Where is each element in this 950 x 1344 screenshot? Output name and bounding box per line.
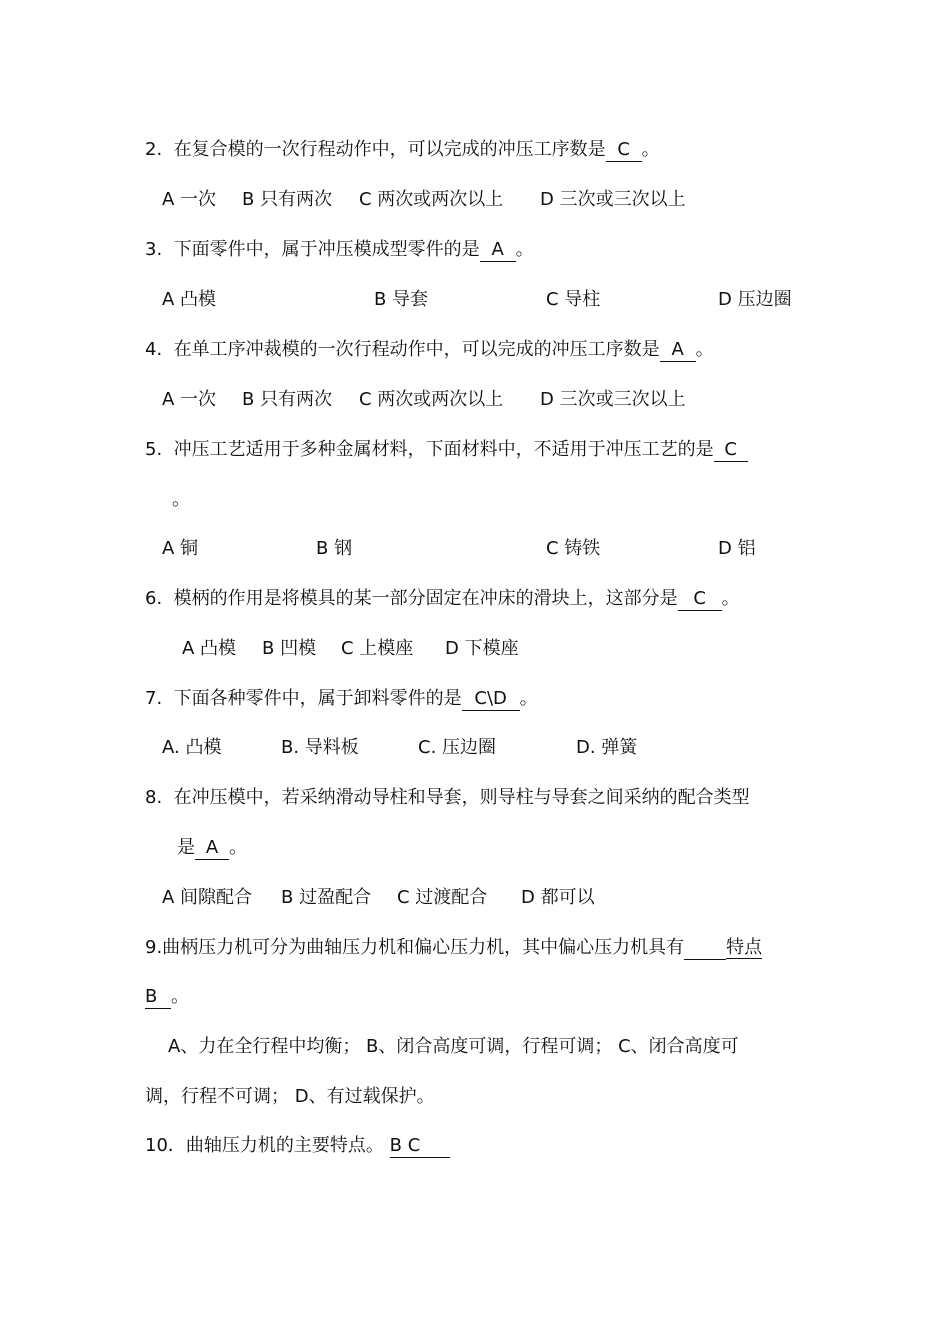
question-number: 3. — [145, 239, 163, 260]
question-text: 9.曲柄压力机可分为曲轴压力机和偏心压力机，其中偏心压力机具有 — [145, 937, 685, 958]
option: C 导柱 — [546, 289, 601, 310]
question-end: 。 — [721, 588, 740, 609]
answer-blank: C\D — [462, 688, 520, 711]
option: C 过渡配合 — [397, 887, 488, 908]
option: A 铜 — [162, 538, 199, 559]
question-8 — [145, 786, 750, 810]
question-9-cont — [145, 985, 189, 1009]
question-4 — [145, 338, 714, 362]
option: A 间隙配合 — [162, 887, 253, 908]
option: B 凹模 — [262, 638, 317, 659]
option: B 只有两次 — [242, 389, 333, 410]
question-9 — [145, 936, 762, 960]
option: B 过盈配合 — [281, 887, 372, 908]
option: D 三次或三次以上 — [540, 389, 686, 410]
option: D 铝 — [718, 538, 756, 559]
question-end: 。 — [519, 688, 538, 709]
option: C 两次或两次以上 — [359, 189, 504, 210]
answer-blank: C — [606, 139, 642, 162]
option: B 导套 — [374, 289, 429, 310]
answer-blank: C — [678, 588, 722, 611]
option: A. 凸模 — [162, 737, 222, 758]
option: C. 压边圈 — [418, 737, 497, 758]
question-text: 在复合模的一次行程动作中，可以完成的冲压工序数是 — [173, 139, 606, 160]
options-line: 调，行程不可调； D、有过载保护。 — [145, 1086, 435, 1107]
question-end: 。 — [515, 239, 534, 260]
question-5 — [145, 438, 748, 462]
question-text: 模柄的作用是将模具的某一部分固定在冲床的滑块上，这部分是 — [173, 588, 678, 609]
option: C 上模座 — [341, 638, 414, 659]
question-text: 10．曲轴压力机的主要特点。 — [145, 1135, 384, 1156]
question-7 — [145, 687, 538, 711]
question-text: 特点 — [726, 937, 763, 958]
question-text: 下面零件中，属于冲压模成型零件的是 — [173, 239, 480, 260]
question-text: 冲压工艺适用于多种金属材料，下面材料中，不适用于冲压工艺的是 — [173, 439, 714, 460]
question-number: 4. — [145, 339, 163, 360]
option: D 都可以 — [521, 887, 595, 908]
question-text: 下面各种零件中，属于卸料零件的是 — [173, 688, 462, 709]
options-line: A、力在全行程中均衡； B、闭合高度可调，行程可调； C、闭合高度可 — [168, 1036, 739, 1057]
option: D 下模座 — [445, 638, 519, 659]
option: A 一次 — [162, 389, 217, 410]
question-end: 。 — [695, 339, 714, 360]
answer-blank: C — [714, 439, 748, 462]
answer-blank: A — [480, 239, 516, 262]
option: C 两次或两次以上 — [359, 389, 504, 410]
option: D 压边圈 — [718, 289, 792, 310]
question-2 — [145, 138, 660, 162]
option: A 凸模 — [182, 638, 237, 659]
question-6 — [145, 587, 740, 611]
question-text: 是 — [177, 837, 195, 858]
question-number: 5. — [145, 439, 163, 460]
question-8-cont — [177, 836, 247, 860]
question-number: 7. — [145, 688, 163, 709]
question-end: 。 — [171, 986, 189, 1007]
answer-blank: B — [145, 986, 171, 1009]
question-10 — [145, 1134, 450, 1158]
question-text: 在单工序冲裁模的一次行程动作中，可以完成的冲压工序数是 — [173, 339, 660, 360]
question-number: 8. — [145, 787, 163, 808]
option: B 只有两次 — [242, 189, 333, 210]
question-number: 6. — [145, 588, 163, 609]
answer-blank: B C — [390, 1135, 450, 1158]
question-3 — [145, 238, 534, 262]
option: B. 导料板 — [281, 737, 359, 758]
question-text: 在冲压模中，若采纳滑动导柱和导套，则导柱与导套之间采纳的配合类型 — [173, 787, 750, 808]
option: D 三次或三次以上 — [540, 189, 686, 210]
question-end: 。 — [229, 837, 247, 858]
option: D. 弹簧 — [576, 737, 638, 758]
answer-blank: A — [660, 339, 696, 362]
option: C 铸铁 — [546, 538, 601, 559]
option: A 凸模 — [162, 289, 217, 310]
question-end: 。 — [172, 489, 190, 510]
option: A 一次 — [162, 189, 217, 210]
answer-blank-empty — [684, 937, 726, 960]
option: B 钢 — [316, 538, 353, 559]
question-number: 2. — [145, 139, 163, 160]
answer-blank: A — [195, 837, 229, 860]
question-end: 。 — [641, 139, 660, 160]
